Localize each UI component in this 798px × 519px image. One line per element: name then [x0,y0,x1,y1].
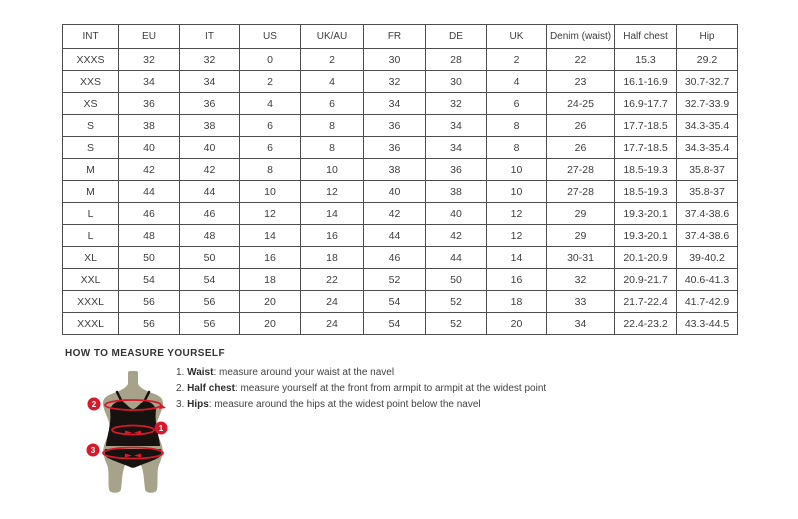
step-description: : measure yourself at the front from armpit to armpit at the widest point [234,383,547,394]
table-cell: 24 [301,313,364,335]
table-cell: 40 [426,203,487,225]
table-cell: 4 [240,93,301,115]
table-cell: 42 [180,159,240,181]
table-cell: XXL [63,269,119,291]
table-cell: 44 [180,181,240,203]
table-row [63,115,738,137]
table-cell: S [63,137,119,159]
table-cell: 20 [240,291,301,313]
table-cell: 34 [426,115,487,137]
measure-step [176,384,546,394]
table-cell: 54 [180,269,240,291]
table-body [63,49,738,335]
table-cell: 16 [487,269,547,291]
table-row [63,137,738,159]
mannequin-neck [128,371,138,385]
table-cell: 40 [180,137,240,159]
step-number: 2. [176,383,188,394]
table-row [63,313,738,335]
measure-step [176,400,546,410]
column-header: UK/AU [301,25,364,49]
table-cell: 16.9-17.7 [615,93,677,115]
table-cell: 16 [301,225,364,247]
step-label: Hips [187,399,209,410]
table-cell: XXXS [63,49,119,71]
table-cell: 46 [364,247,426,269]
table-cell: XXXL [63,313,119,335]
table-cell: 14 [301,203,364,225]
table-cell: 30 [364,49,426,71]
table-cell: 54 [364,291,426,313]
table-cell: 18 [240,269,301,291]
table-cell: 10 [487,181,547,203]
table-cell: 35.8-37 [677,159,738,181]
table-cell: 32 [547,269,615,291]
table-cell: 12 [487,203,547,225]
table-cell: 33 [547,291,615,313]
table-cell: 23 [547,71,615,93]
table-cell: 42 [364,203,426,225]
column-header: EU [119,25,180,49]
size-table [62,24,738,335]
table-cell: 32 [426,93,487,115]
table-cell: M [63,159,119,181]
table-cell: 36 [119,93,180,115]
table-cell: XL [63,247,119,269]
table-cell: 38 [364,159,426,181]
column-header: Denim (waist) [547,25,615,49]
table-cell: 0 [240,49,301,71]
table-cell: 15.3 [615,49,677,71]
table-cell: 30 [426,71,487,93]
table-cell: 34 [426,137,487,159]
table-cell: 39-40.2 [677,247,738,269]
table-cell: 50 [119,247,180,269]
table-row [63,181,738,203]
table-row [63,291,738,313]
table-cell: XS [63,93,119,115]
table-cell: 44 [119,181,180,203]
table-cell: 10 [240,181,301,203]
table-cell: 46 [180,203,240,225]
table-cell: 50 [426,269,487,291]
table-cell: 6 [240,137,301,159]
table-cell: 6 [487,93,547,115]
table-cell: 40 [119,137,180,159]
table-cell: 34 [180,71,240,93]
step-number: 3. [176,399,188,410]
measurement-diagram-illustration [80,369,180,495]
table-cell: 29.2 [677,49,738,71]
table-cell: 8 [487,115,547,137]
table-cell: 34 [547,313,615,335]
table-cell: 12 [301,181,364,203]
table-cell: 34 [119,71,180,93]
table-cell: 8 [487,137,547,159]
table-cell: 56 [180,291,240,313]
table-cell: 4 [487,71,547,93]
table-row [63,225,738,247]
table-cell: 20 [240,313,301,335]
table-cell: 38 [180,115,240,137]
table-cell: 27-28 [547,159,615,181]
table-row [63,203,738,225]
table-cell: 34.3-35.4 [677,137,738,159]
table-cell: 38 [426,181,487,203]
column-header: Hip [677,25,738,49]
table-cell: 36 [426,159,487,181]
table-cell: M [63,181,119,203]
table-cell: 38 [119,115,180,137]
table-cell: 10 [487,159,547,181]
table-cell: 26 [547,115,615,137]
table-cell: 32.7-33.9 [677,93,738,115]
table-cell: 8 [240,159,301,181]
table-cell: 36 [180,93,240,115]
column-header: FR [364,25,426,49]
table-cell: 42 [119,159,180,181]
table-cell: 2 [240,71,301,93]
table-cell: 20 [487,313,547,335]
table-cell: 44 [426,247,487,269]
table-cell: 18 [487,291,547,313]
table-cell: 52 [364,269,426,291]
table-cell: XXS [63,71,119,93]
table-row [63,71,738,93]
table-cell: 19.3-20.1 [615,225,677,247]
table-cell: 29 [547,203,615,225]
table-cell: 56 [119,291,180,313]
mannequin-figure [103,371,163,493]
table-cell: 28 [426,49,487,71]
table-cell: 18.5-19.3 [615,181,677,203]
table-cell: S [63,115,119,137]
table-cell: 22 [547,49,615,71]
table-cell: 21.7-22.4 [615,291,677,313]
measure-section-title: HOW TO MEASURE YOURSELF [65,348,225,359]
table-cell: 42 [426,225,487,247]
table-cell: 12 [487,225,547,247]
table-cell: 52 [426,313,487,335]
table-cell: 22.4-23.2 [615,313,677,335]
table-cell: 54 [364,313,426,335]
table-row [63,49,738,71]
table-cell: 14 [240,225,301,247]
step-description: : measure around your waist at the navel [213,367,395,378]
table-cell: 24-25 [547,93,615,115]
table-cell: 48 [180,225,240,247]
table-cell: 19.3-20.1 [615,203,677,225]
table-cell: 22 [301,269,364,291]
step-number: 1. [176,367,188,378]
table-cell: L [63,225,119,247]
table-cell: XXXL [63,291,119,313]
column-header: IT [180,25,240,49]
column-header: UK [487,25,547,49]
hips-badge-number: 3 [90,446,96,455]
table-cell: 30.7-32.7 [677,71,738,93]
table-row [63,159,738,181]
table-cell: 48 [119,225,180,247]
measure-step [176,368,546,378]
table-header-row [63,25,738,49]
step-label: Half chest [187,383,235,394]
step-label: Waist [187,367,214,378]
table-cell: 8 [301,115,364,137]
table-cell: 56 [180,313,240,335]
table-cell: 6 [301,93,364,115]
table-cell: 18.5-19.3 [615,159,677,181]
table-cell: 35.8-37 [677,181,738,203]
table-cell: 37.4-38.6 [677,203,738,225]
table-cell: 36 [364,137,426,159]
column-header: DE [426,25,487,49]
chest-badge-number: 2 [91,400,97,409]
table-cell: 17.7-18.5 [615,115,677,137]
table-cell: L [63,203,119,225]
table-cell: 40 [364,181,426,203]
table-cell: 34 [364,93,426,115]
table-cell: 37.4-38.6 [677,225,738,247]
table-cell: 24 [301,291,364,313]
table-cell: 29 [547,225,615,247]
table-cell: 14 [487,247,547,269]
column-header: INT [63,25,119,49]
table-cell: 54 [119,269,180,291]
table-cell: 41.7-42.9 [677,291,738,313]
table-cell: 18 [301,247,364,269]
table-cell: 10 [301,159,364,181]
table-cell: 50 [180,247,240,269]
table-cell: 44 [364,225,426,247]
column-header: Half chest [615,25,677,49]
table-row [63,269,738,291]
table-cell: 40.6-41.3 [677,269,738,291]
table-cell: 26 [547,137,615,159]
table-cell: 16.1-16.9 [615,71,677,93]
step-description: : measure around the hips at the widest point below the navel [208,399,481,410]
table-cell: 16 [240,247,301,269]
table-cell: 36 [364,115,426,137]
waist-badge-number: 1 [158,424,164,433]
table-cell: 34.3-35.4 [677,115,738,137]
table-row [63,247,738,269]
table-cell: 43.3-44.5 [677,313,738,335]
table-cell: 6 [240,115,301,137]
table-cell: 12 [240,203,301,225]
table-cell: 52 [426,291,487,313]
table-cell: 8 [301,137,364,159]
table-cell: 32 [119,49,180,71]
table-cell: 27-28 [547,181,615,203]
table-cell: 46 [119,203,180,225]
table-cell: 56 [119,313,180,335]
table-cell: 20.1-20.9 [615,247,677,269]
table-cell: 20.9-21.7 [615,269,677,291]
column-header: US [240,25,301,49]
table-cell: 2 [301,49,364,71]
table-cell: 2 [487,49,547,71]
table-cell: 32 [364,71,426,93]
table-row [63,93,738,115]
table-cell: 32 [180,49,240,71]
table-cell: 4 [301,71,364,93]
table-cell: 30-31 [547,247,615,269]
measure-steps [176,368,546,416]
table-cell: 17.7-18.5 [615,137,677,159]
